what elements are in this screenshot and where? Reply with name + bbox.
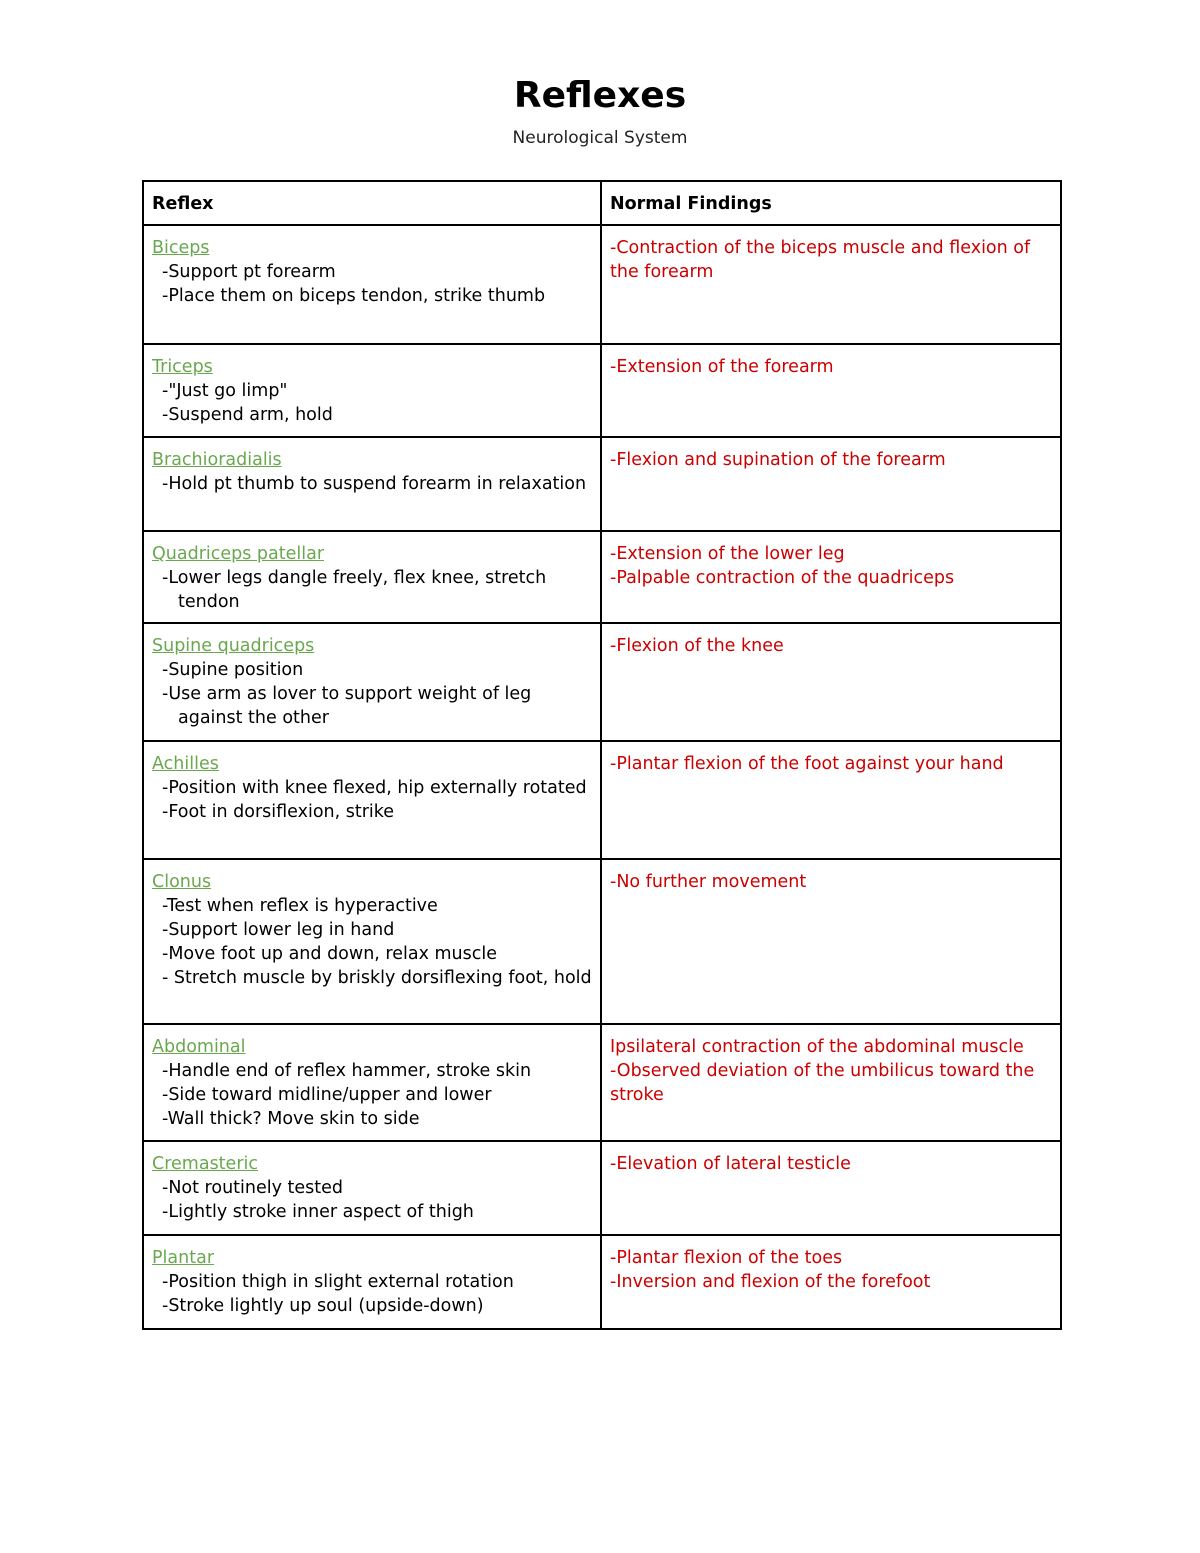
table-header-row bbox=[143, 181, 1061, 225]
header-normal-findings: Normal Findings bbox=[601, 181, 1061, 225]
reflex-cell bbox=[143, 623, 601, 741]
reflex-cell bbox=[143, 1141, 601, 1235]
table-row bbox=[143, 1141, 1061, 1235]
reflex-cell bbox=[143, 1024, 601, 1141]
table-row bbox=[143, 741, 1061, 859]
normal-finding: -Extension of the forearm bbox=[610, 357, 834, 377]
reflex-name: Abdominal bbox=[152, 1037, 246, 1057]
normal-finding: -Palpable contraction of the quadriceps bbox=[610, 568, 955, 588]
reflex-step: - Lightly stroke inner aspect of thigh bbox=[152, 1200, 592, 1224]
normal-finding: -No further movement bbox=[610, 872, 807, 892]
reflex-step: - Support pt forearm bbox=[152, 260, 592, 284]
table-row bbox=[143, 1024, 1061, 1141]
reflex-name: Cremasteric bbox=[152, 1154, 258, 1174]
findings-cell bbox=[601, 1024, 1061, 1141]
findings-cell bbox=[601, 623, 1061, 741]
reflex-step: - Not routinely tested bbox=[152, 1176, 592, 1200]
reflex-step: - Suspend arm, hold bbox=[152, 403, 592, 427]
table-row bbox=[143, 623, 1061, 741]
findings-cell bbox=[601, 344, 1061, 437]
reflex-cell bbox=[143, 437, 601, 531]
findings-cell bbox=[601, 531, 1061, 623]
normal-finding: -Observed deviation of the umbilicus toward the stroke bbox=[610, 1061, 1035, 1105]
reflex-step: - Lower legs dangle freely, flex knee, stretch tendon bbox=[152, 566, 592, 614]
reflex-name: Brachioradialis bbox=[152, 450, 282, 470]
reflex-name: Plantar bbox=[152, 1248, 215, 1268]
reflex-cell bbox=[143, 225, 601, 344]
normal-finding: -Plantar flexion of the foot against your hand bbox=[610, 754, 1004, 774]
findings-cell bbox=[601, 1235, 1061, 1329]
reflex-step: - Hold pt thumb to suspend forearm in relaxation bbox=[152, 472, 592, 496]
findings-cell bbox=[601, 1141, 1061, 1235]
reflex-cell bbox=[143, 344, 601, 437]
reflex-step: - Place them on biceps tendon, strike thumb bbox=[152, 284, 592, 308]
table-row bbox=[143, 531, 1061, 623]
header-reflex: Reflex bbox=[143, 181, 601, 225]
reflex-cell bbox=[143, 741, 601, 859]
reflex-cell bbox=[143, 859, 601, 1024]
normal-finding: -Plantar flexion of the toes bbox=[610, 1248, 843, 1268]
reflex-cell bbox=[143, 1235, 601, 1329]
normal-finding: -Flexion and supination of the forearm bbox=[610, 450, 946, 470]
normal-finding: -Inversion and flexion of the forefoot bbox=[610, 1272, 931, 1292]
normal-finding: -Flexion of the knee bbox=[610, 636, 784, 656]
table-row bbox=[143, 437, 1061, 531]
normal-finding: Ipsilateral contraction of the abdominal muscle bbox=[610, 1037, 1024, 1057]
page-subtitle: Neurological System bbox=[512, 128, 688, 148]
reflex-step: - Foot in dorsiflexion, strike bbox=[152, 800, 592, 824]
reflex-step: - Move foot up and down, relax muscle bbox=[152, 942, 592, 966]
reflex-step: - Test when reflex is hyperactive bbox=[152, 894, 592, 918]
table-row bbox=[143, 859, 1061, 1024]
table-row bbox=[143, 344, 1061, 437]
reflex-name: Clonus bbox=[152, 872, 212, 892]
findings-cell bbox=[601, 859, 1061, 1024]
reflex-step: - Stretch muscle by briskly dorsiflexing foot, hold bbox=[152, 966, 592, 990]
reflex-step: - "Just go limp" bbox=[152, 379, 592, 403]
reflex-step: - Supine position bbox=[152, 658, 592, 682]
findings-cell bbox=[601, 437, 1061, 531]
reflex-table bbox=[142, 180, 1062, 1330]
reflex-step: - Handle end of reflex hammer, stroke skin bbox=[152, 1059, 592, 1083]
normal-finding: -Elevation of lateral testicle bbox=[610, 1154, 851, 1174]
reflex-name: Quadriceps patellar bbox=[152, 544, 325, 564]
reflex-step: - Stroke lightly up soul (upside-down) bbox=[152, 1294, 592, 1318]
normal-finding: -Extension of the lower leg bbox=[610, 544, 845, 564]
reflex-step: - Wall thick? Move skin to side bbox=[152, 1107, 592, 1131]
page-title: Reflexes bbox=[513, 75, 687, 116]
reflex-step: - Side toward midline/upper and lower bbox=[152, 1083, 592, 1107]
table-row bbox=[143, 1235, 1061, 1329]
reflex-cell bbox=[143, 531, 601, 623]
reflex-name: Triceps bbox=[152, 357, 213, 377]
table-body bbox=[143, 225, 1061, 1329]
table-row bbox=[143, 225, 1061, 344]
findings-cell bbox=[601, 741, 1061, 859]
reflex-name: Achilles bbox=[152, 754, 219, 774]
reflex-step: - Position with knee flexed, hip externally rotated bbox=[152, 776, 592, 800]
reflex-name: Biceps bbox=[152, 238, 210, 258]
reflex-step: - Position thigh in slight external rotation bbox=[152, 1270, 592, 1294]
reflex-step: - Use arm as lover to support weight of leg against the other bbox=[152, 682, 592, 730]
normal-finding: -Contraction of the biceps muscle and flexion of the forearm bbox=[610, 238, 1031, 282]
findings-cell bbox=[601, 225, 1061, 344]
reflex-name: Supine quadriceps bbox=[152, 636, 315, 656]
reflex-step: - Support lower leg in hand bbox=[152, 918, 592, 942]
